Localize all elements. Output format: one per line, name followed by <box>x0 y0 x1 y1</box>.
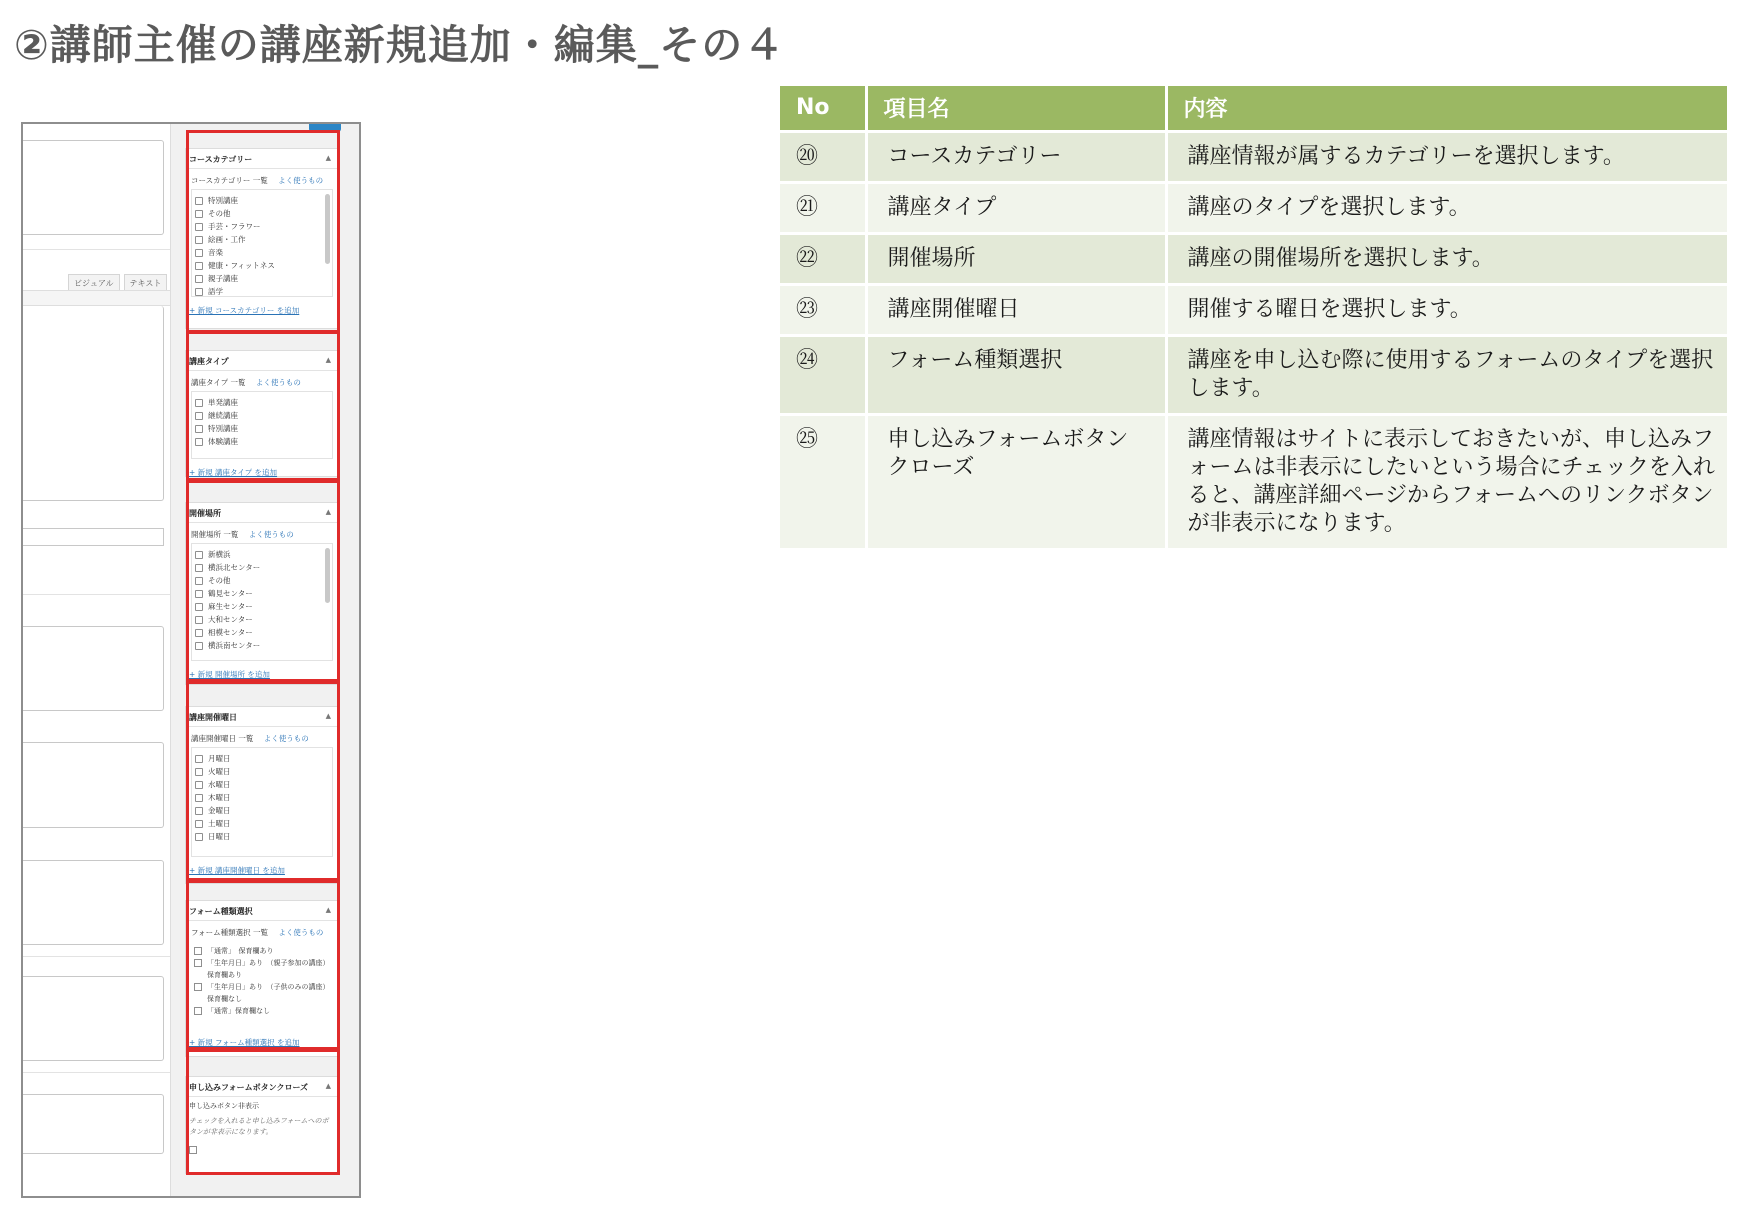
checkbox-item[interactable]: 木曜日 <box>195 791 329 804</box>
checkbox-item[interactable]: 土曜日 <box>195 817 329 830</box>
checkbox-item[interactable]: その他 <box>195 207 329 220</box>
highlight-box-22 <box>186 480 340 682</box>
checkbox-item[interactable]: 特別講座 <box>195 422 329 435</box>
table-row <box>780 182 1728 233</box>
checkbox-item[interactable]: 語学 <box>195 285 329 297</box>
checkbox-item[interactable]: その他 <box>195 574 329 587</box>
row-item: フォーム種類選択 <box>866 335 1166 414</box>
page-title: ②講師主催の講座新規追加・編集_その４ <box>14 21 786 69</box>
checkbox-item[interactable]: 親子講座 <box>195 272 329 285</box>
tab-popular[interactable]: よく使うもの <box>263 734 309 743</box>
checkbox-item[interactable]: 体験講座 <box>195 435 329 448</box>
table-row <box>780 414 1728 548</box>
divider <box>23 594 170 595</box>
tab-popular[interactable]: よく使うもの <box>248 530 294 539</box>
row-no: ㉓ <box>780 284 866 335</box>
collapse-arrow-icon[interactable]: ▲ <box>325 1082 331 1090</box>
tab-popular[interactable]: よく使うもの <box>278 176 324 185</box>
checkbox-item[interactable]: 健康・フィットネス <box>195 259 329 272</box>
checkbox-item[interactable]: 絵画・工作 <box>195 233 329 246</box>
divider <box>23 1072 170 1073</box>
textarea-3[interactable] <box>23 742 164 828</box>
tab-popular[interactable]: よく使うもの <box>278 928 324 937</box>
close-button-note: チェックを入れると申し込みフォームへのボタンが非表示になります。 <box>189 1117 329 1136</box>
checkbox-item[interactable]: 「生年月日」あり （親子参加の講座）保育欄あり <box>194 957 330 981</box>
checkbox-item[interactable]: 音楽 <box>195 246 329 259</box>
table-row <box>780 131 1728 182</box>
highlight-box-20 <box>186 130 340 333</box>
checkbox-item[interactable]: 手芸・フラワー <box>195 220 329 233</box>
course-category-title: コースカテゴリー ▲ <box>186 149 338 169</box>
row-no: ㉑ <box>780 182 866 233</box>
row-no: ㉒ <box>780 233 866 284</box>
header-no: No <box>780 86 866 131</box>
row-desc: 開催する曜日を選択します。 <box>1166 284 1728 335</box>
row-desc: 講座の開催場所を選択します。 <box>1166 233 1728 284</box>
weekday-title: 講座開催曜日 ▲ <box>186 707 338 727</box>
tab-all[interactable]: コースカテゴリー 一覧 <box>191 176 268 185</box>
highlight-box-25 <box>186 1049 340 1175</box>
add-category-link[interactable]: + 新規 コースカテゴリー を追加 <box>189 306 300 315</box>
highlight-box-21 <box>186 331 340 481</box>
table-row <box>780 233 1728 284</box>
table-row <box>780 335 1728 414</box>
add-weekday-link[interactable]: + 新規 講座開催曜日 を追加 <box>189 866 285 875</box>
tab-all[interactable]: 講座開催曜日 一覧 <box>191 734 254 743</box>
checkbox-item[interactable]: 麻生センター <box>195 600 329 613</box>
checkbox-item[interactable]: 火曜日 <box>195 765 329 778</box>
checkbox-item[interactable]: 大和センター <box>195 613 329 626</box>
checkbox-item[interactable]: 継続講座 <box>195 409 329 422</box>
textarea-5[interactable] <box>23 976 164 1061</box>
row-item: 講座タイプ <box>866 182 1166 233</box>
highlight-box-24 <box>186 880 340 1050</box>
admin-screenshot <box>21 122 361 1198</box>
text-field[interactable] <box>23 528 164 546</box>
checkbox-item[interactable]: 水曜日 <box>195 778 329 791</box>
tab-all[interactable]: 講座タイプ 一覧 <box>191 378 246 387</box>
close-button-label: 申し込みボタン非表示 <box>189 1102 259 1110</box>
textarea-6[interactable] <box>23 1094 164 1154</box>
textarea-2[interactable] <box>23 626 164 711</box>
checkbox-item[interactable]: 「生年月日」あり （子供のみの講座）保育欄なし <box>194 981 330 1005</box>
header-item: 項目名 <box>866 86 1166 131</box>
venue-title: 開催場所 ▲ <box>186 503 338 523</box>
add-venue-link[interactable]: + 新規 開催場所 を追加 <box>189 670 270 679</box>
checkbox-item[interactable]: 特別講座 <box>195 194 329 207</box>
collapse-arrow-icon[interactable]: ▲ <box>325 154 331 162</box>
tab-text[interactable]: テキスト <box>124 274 168 292</box>
row-item: 講座開催曜日 <box>866 284 1166 335</box>
post-editor-area <box>23 124 171 1198</box>
checkbox-item[interactable]: 日曜日 <box>195 830 329 843</box>
tab-visual[interactable]: ビジュアル <box>68 274 120 292</box>
checkbox-item[interactable]: 横浜北センター <box>195 561 329 574</box>
collapse-arrow-icon[interactable]: ▲ <box>325 356 331 364</box>
checkbox-item[interactable]: 「通常」 保育欄あり <box>194 945 330 957</box>
table-header-row <box>780 86 1728 131</box>
tab-popular[interactable]: よく使うもの <box>255 378 301 387</box>
add-form-type-link[interactable]: + 新規 フォーム種類選択 を追加 <box>189 1038 300 1047</box>
collapse-arrow-icon[interactable]: ▲ <box>325 508 331 516</box>
field-description-table <box>780 86 1730 548</box>
editor-toolbar <box>23 290 170 306</box>
row-item: コースカテゴリー <box>866 131 1166 182</box>
highlight-box-23 <box>186 681 340 881</box>
checkbox-item[interactable]: 月曜日 <box>195 752 329 765</box>
course-type-title: 講座タイプ ▲ <box>186 351 338 371</box>
tab-all[interactable]: フォーム種類選択 一覧 <box>191 928 269 937</box>
add-type-link[interactable]: + 新規 講座タイプ を追加 <box>189 468 278 477</box>
row-no: ㉕ <box>780 414 866 548</box>
row-no: ⑳ <box>780 131 866 182</box>
row-desc: 講座を申し込む際に使用するフォームのタイプを選択します。 <box>1166 335 1728 414</box>
table-row <box>780 284 1728 335</box>
row-desc: 講座情報はサイトに表示しておきたいが、申し込みフォームは非表示にしたいという場合にチェックを入れると、講座詳細ページからフォームへのリンクボタンが非表示になります。 <box>1166 414 1728 548</box>
checkbox-item[interactable]: 鶴見センター <box>195 587 329 600</box>
content-textarea[interactable] <box>23 306 164 501</box>
checkbox-item[interactable]: 単発講座 <box>195 396 329 409</box>
excerpt-textarea[interactable] <box>23 140 164 235</box>
row-item: 開催場所 <box>866 233 1166 284</box>
checkbox-item[interactable]: 相模センター <box>195 626 329 639</box>
form-type-title: フォーム種類選択 ▲ <box>186 901 338 921</box>
tab-all[interactable]: 開催場所 一覧 <box>191 530 239 539</box>
row-item: 申し込みフォームボタンクローズ <box>866 414 1166 548</box>
checkbox-item[interactable]: 新横浜 <box>195 548 329 561</box>
checkbox-item[interactable]: 「通常」保育欄なし <box>194 1005 330 1017</box>
collapse-arrow-icon[interactable]: ▲ <box>325 712 331 720</box>
divider <box>23 956 170 957</box>
header-desc: 内容 <box>1166 86 1728 131</box>
divider <box>23 249 170 250</box>
close-button-title: 申し込みフォームボタンクローズ ▲ <box>186 1077 338 1097</box>
checkbox-item[interactable]: 横浜南センター <box>195 639 329 652</box>
row-desc: 講座のタイプを選択します。 <box>1166 182 1728 233</box>
textarea-4[interactable] <box>23 860 164 945</box>
checkbox-item[interactable]: 金曜日 <box>195 804 329 817</box>
collapse-arrow-icon[interactable]: ▲ <box>325 906 331 914</box>
row-desc: 講座情報が属するカテゴリーを選択します。 <box>1166 131 1728 182</box>
row-no: ㉔ <box>780 335 866 414</box>
